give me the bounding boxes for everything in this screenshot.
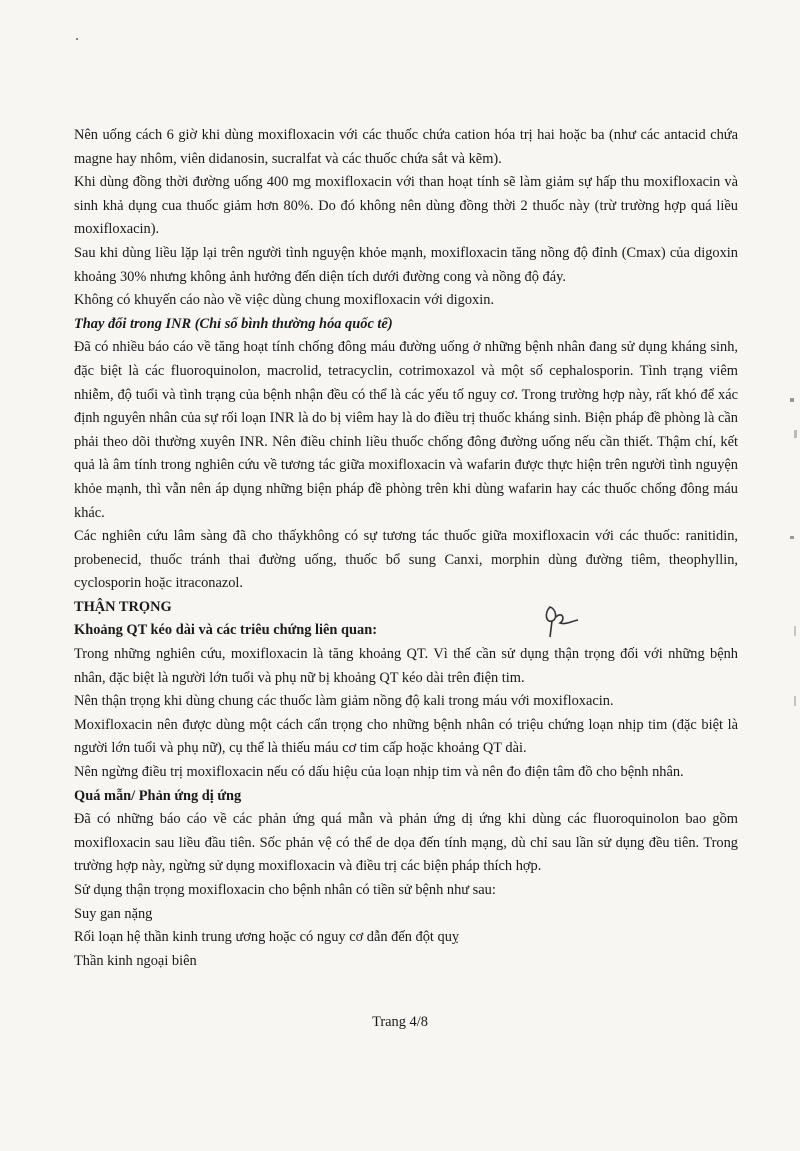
document-body bbox=[74, 124, 738, 973]
scan-artifact bbox=[76, 38, 78, 40]
subsection-heading-allergy: Quá mẫn/ Phản ứng dị ứng bbox=[74, 787, 242, 804]
paragraph-qt-potassium: Nên thận trọng khi dùng chung các thuốc làm giảm nồng độ kali trong máu với moxifloxacin. bbox=[74, 693, 614, 710]
subsection-heading-qt: Khoảng QT kéo dài và các triêu chứng liên quan: bbox=[74, 622, 378, 639]
scan-artifact bbox=[790, 536, 794, 539]
scan-artifact bbox=[790, 398, 794, 402]
page-number: Trang 4/8 bbox=[372, 1014, 428, 1030]
scan-artifact bbox=[794, 696, 796, 706]
list-item-liver: Suy gan nặng bbox=[74, 905, 153, 922]
paragraph-qt-stop: Nên ngừng điều trị moxifloxacin nếu có dấu hiệu của loạn nhịp tim và nên đo điện tâm đồ cho bệnh nhân. bbox=[74, 764, 684, 781]
scan-artifact bbox=[794, 626, 796, 636]
list-item-peripheral: Thần kinh ngoại biên bbox=[74, 952, 197, 969]
handwritten-signature bbox=[540, 603, 580, 639]
paragraph-allergy-reports: Đã có những báo cáo về các phản ứng quá mẫn và phản ứng dị ứng khi dùng các fluoroquinolon bao gồm moxifloxacin sau liều đầu tiên. Sốc phản vệ có thể de dọa đến tính mạng, dù chỉ sau lần sử dụng đều tiên. Trong trường hợp này, ngừng sử dụng moxifloxacin và điều trị các biện pháp thích hợp. bbox=[74, 811, 738, 875]
paragraph-qt-studies: Trong những nghiên cứu, moxifloxacin là tăng khoảng QT. Vì thế cần sử dụng thận trọng đối với những bệnh nhân, đặc biệt là người lớn tuổi và phụ nữ bị khoảng QT kéo dài trên điện tim. bbox=[74, 646, 738, 686]
paragraph-allergy-history: Sử dụng thận trọng moxifloxacin cho bệnh nhân có tiền sử bệnh như sau: bbox=[74, 882, 496, 898]
paragraph-digoxin-recommendation: Không có khuyến cáo nào về việc dùng chung moxifloxacin với digoxin. bbox=[74, 292, 495, 309]
paragraph-digoxin: Sau khi dùng liều lặp lại trên người tình nguyện khỏe mạnh, moxifloxacin tăng nồng độ đỉnh (Cmax) của digoxin khoảng 30% nhưng không ảnh hưởng đến diện tích dưới đường cong và nồng độ đáy. bbox=[74, 244, 738, 285]
section-heading-inr: Thay đổi trong INR (Chỉ số bình thường hóa quốc tế) bbox=[74, 315, 393, 332]
paragraph-inr-clinical-studies: Các nghiên cứu lâm sàng đã cho thấykhông có sự tương tác thuốc giữa moxifloxacin với các thuốc: ranitidin, probenecid, thuốc tránh thai đường uống, thuốc bổ sung Canxi, morphin dùng đường tiêm, theophyllin, cyclosporin hoặc itraconazol. bbox=[74, 528, 738, 592]
paragraph-activated-charcoal: Khi dùng đồng thời đường uống 400 mg moxifloxacin với than hoạt tính sẽ làm giảm sự hấp thu moxifloxacin và sinh khả dụng cua thuốc giảm hơn 80%. Do đó không nên dùng đồng thời 2 thuốc này (trừ trường hợp quá liều moxifloxacin). bbox=[74, 174, 738, 238]
paragraph-cation: Nên uống cách 6 giờ khi dùng moxifloxacin với các thuốc chứa cation hóa trị hai hoặc ba (như các antacid chứa magne hay nhôm, viên didanosin, sucralfat và các thuốc chứa sắt và kẽm). bbox=[74, 127, 738, 167]
section-heading-precautions: THẬN TRỌNG bbox=[74, 598, 172, 615]
paragraph-qt-arrhythmia: Moxifloxacin nên được dùng một cách cẩn trọng cho những bệnh nhân có triệu chứng loạn nhịp tim (đặc biệt là người lớn tuổi và phụ nữ), cụ thể là thiếu máu cơ tim cấp hoặc khoảng QT dài. bbox=[74, 716, 738, 757]
paragraph-inr-reports: Đã có nhiều báo cáo về tăng hoạt tính chống đông máu đường uống ở những bệnh nhân đang sử dụng kháng sinh, đặc biệt là các fluoroquinolon, macrolid, tetracyclin, cotrimoxazol và một số cephalosporin. Tình trạng viêm nhiễm, độ tuổi và tình trạng của bệnh nhận đều có thể là các yếu tố nguy cơ. Trong trường hợp này, rất khó để xác định nguyên nhân của sự rối loạn INR là do bị viêm hay là do điều trị thuốc kháng sinh. Biện pháp đề phòng là cần phải theo dõi thường xuyên INR. Nên điều chỉnh liều thuốc chống đông đường uống nếu cần thiết. Thậm chí, kết quả là âm tính trong nghiên cứu về tương tác giữa moxifloxacin và wafarin được thực hiện trên người tình nguyện khỏe mạnh, thì vẫn nên áp dụng những biện pháp đề phòng trên khi dùng wafarin hay các thuốc chống đông máu khác. bbox=[74, 339, 738, 521]
list-item-cns: Rối loạn hệ thần kinh trung ương hoặc có nguy cơ dẫn đến đột quỵ bbox=[74, 929, 460, 946]
scan-artifact bbox=[794, 430, 797, 438]
